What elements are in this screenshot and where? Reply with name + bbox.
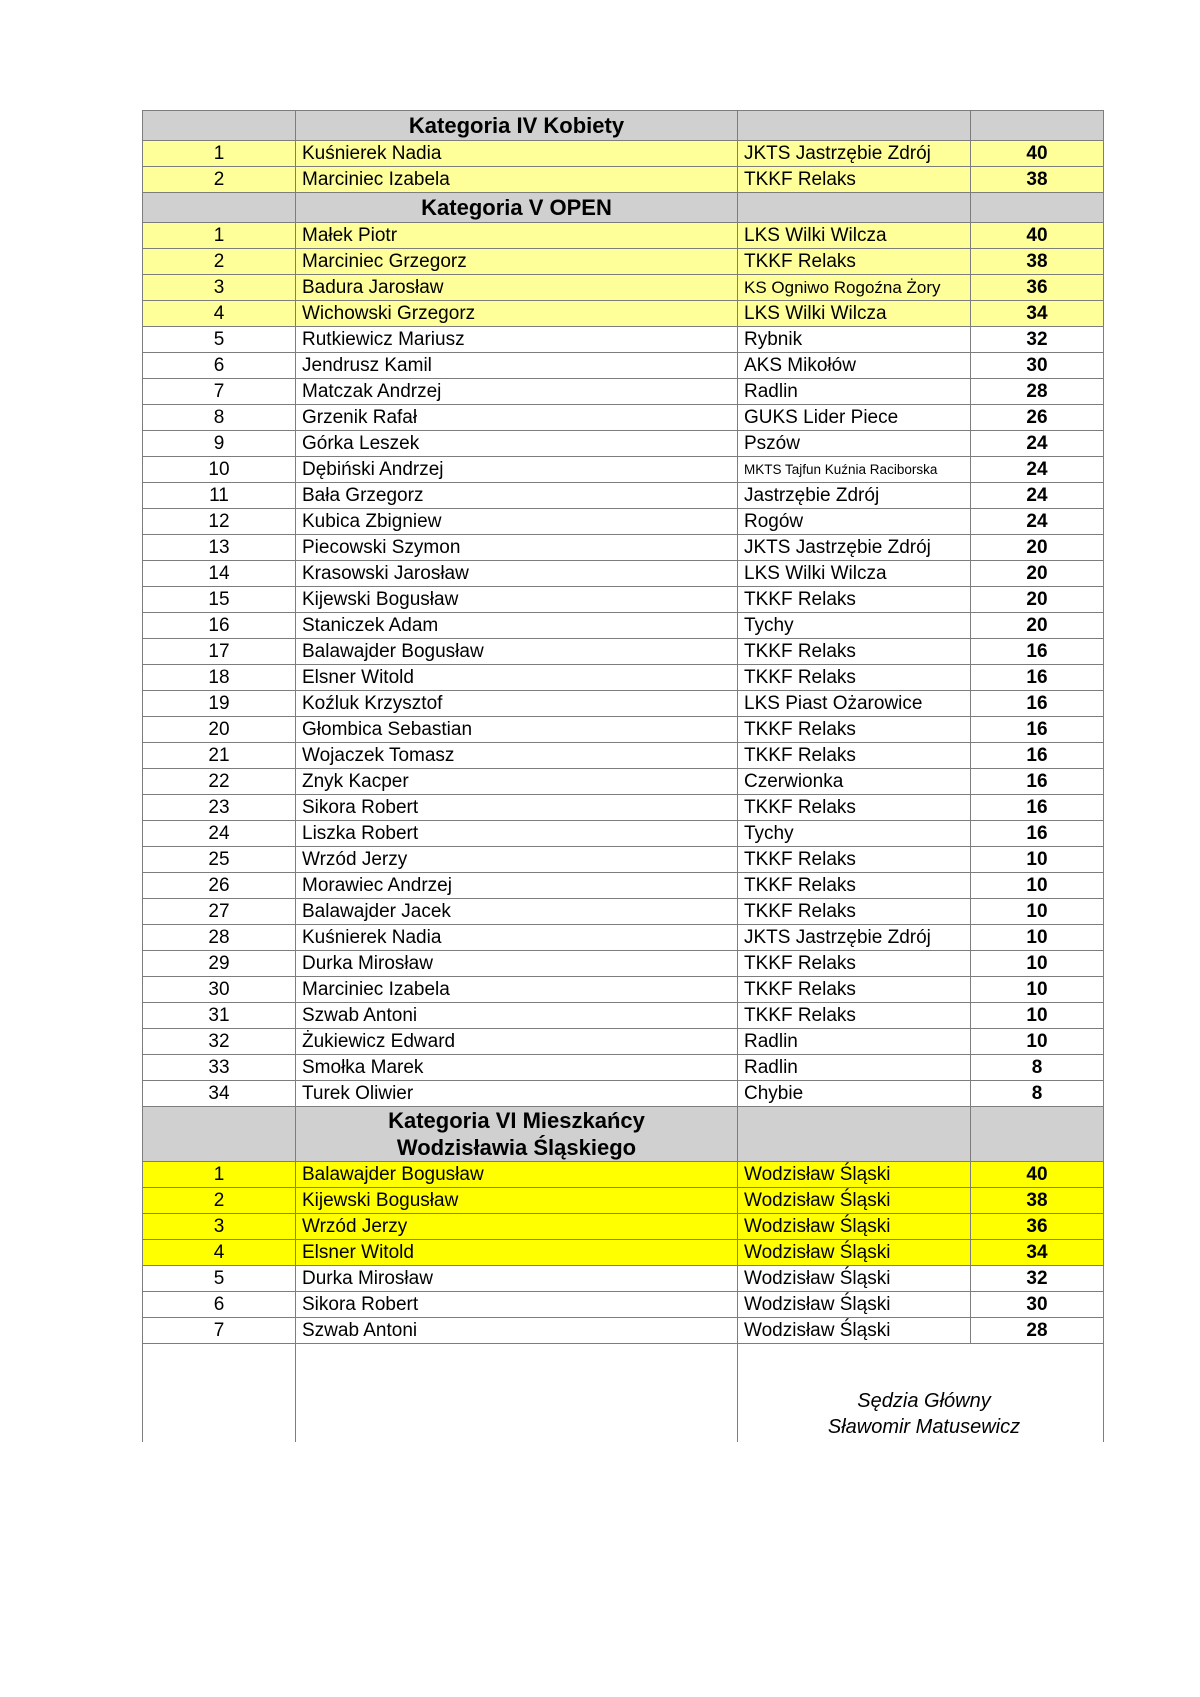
table-row	[143, 1055, 1104, 1081]
table-row	[143, 535, 1104, 561]
place-cell: 3	[143, 1214, 296, 1240]
name-cell: Małek Piotr	[296, 223, 738, 249]
table-row	[143, 275, 1104, 301]
club-cell: GUKS Lider Piece	[738, 405, 971, 431]
place-cell: 10	[143, 457, 296, 483]
name-cell: Durka Mirosław	[296, 1266, 738, 1292]
points-cell: 36	[971, 275, 1104, 301]
points-cell: 26	[971, 405, 1104, 431]
category-header	[143, 193, 1104, 223]
name-cell: Sikora Robert	[296, 795, 738, 821]
club-cell: TKKF Relaks	[738, 977, 971, 1003]
place-cell: 1	[143, 1162, 296, 1188]
header-blank-cell	[971, 1107, 1104, 1162]
category-title	[296, 111, 738, 141]
points-cell: 16	[971, 639, 1104, 665]
header-blank-cell	[971, 193, 1104, 223]
points-cell: 10	[971, 873, 1104, 899]
club-cell: Wodzisław Śląski	[738, 1240, 971, 1266]
place-cell: 20	[143, 717, 296, 743]
signature-block	[143, 1344, 1104, 1443]
place-cell: 7	[143, 1318, 296, 1344]
name-cell: Rutkiewicz Mariusz	[296, 327, 738, 353]
club-cell: TKKF Relaks	[738, 951, 971, 977]
name-cell: Liszka Robert	[296, 821, 738, 847]
category-title-line: Kategoria V OPEN	[421, 194, 612, 220]
table-row	[143, 301, 1104, 327]
club-cell: LKS Wilki Wilcza	[738, 561, 971, 587]
signature-role: Sędzia Główny	[857, 1390, 991, 1412]
points-cell: 16	[971, 795, 1104, 821]
place-cell: 4	[143, 1240, 296, 1266]
points-cell: 20	[971, 535, 1104, 561]
table-row	[143, 1188, 1104, 1214]
category-header	[143, 111, 1104, 141]
club-cell: TKKF Relaks	[738, 167, 971, 193]
name-cell: Sikora Robert	[296, 1292, 738, 1318]
place-cell: 6	[143, 1292, 296, 1318]
place-cell: 9	[143, 431, 296, 457]
table-row	[143, 457, 1104, 483]
table-row	[143, 327, 1104, 353]
name-cell: Znyk Kacper	[296, 769, 738, 795]
table-row	[143, 167, 1104, 193]
points-cell: 10	[971, 977, 1104, 1003]
place-cell: 30	[143, 977, 296, 1003]
category-title-line: Kategoria IV Kobiety	[408, 112, 625, 138]
table-row	[143, 691, 1104, 717]
points-cell: 30	[971, 353, 1104, 379]
name-cell: Marciniec Izabela	[296, 167, 738, 193]
blank-cell	[143, 1344, 296, 1443]
category-title-line: Wodzisławia Śląskiego	[396, 1135, 637, 1160]
table-row	[143, 223, 1104, 249]
place-cell: 26	[143, 873, 296, 899]
club-cell: Tychy	[738, 613, 971, 639]
club-cell: LKS Piast Ożarowice	[738, 691, 971, 717]
table-row	[143, 1162, 1104, 1188]
header-blank-cell	[971, 111, 1104, 141]
table-row	[143, 847, 1104, 873]
points-cell: 38	[971, 249, 1104, 275]
points-cell: 24	[971, 509, 1104, 535]
name-cell: Wrzód Jerzy	[296, 847, 738, 873]
place-cell: 7	[143, 379, 296, 405]
name-cell: Grzenik Rafał	[296, 405, 738, 431]
club-cell: Wodzisław Śląski	[738, 1266, 971, 1292]
table-row	[143, 613, 1104, 639]
place-cell: 25	[143, 847, 296, 873]
club-cell: Jastrzębie Zdrój	[738, 483, 971, 509]
name-cell: Balawajder Jacek	[296, 899, 738, 925]
points-cell: 34	[971, 1240, 1104, 1266]
points-cell: 36	[971, 1214, 1104, 1240]
signature-cell	[738, 1344, 1104, 1443]
name-cell: Balawajder Bogusław	[296, 639, 738, 665]
table-row	[143, 795, 1104, 821]
club-cell: Wodzisław Śląski	[738, 1292, 971, 1318]
name-cell: Kuśnierek Nadia	[296, 925, 738, 951]
place-cell: 32	[143, 1029, 296, 1055]
signature-name: Sławomir Matusewicz	[827, 1416, 1021, 1438]
table-row	[143, 951, 1104, 977]
place-cell: 5	[143, 327, 296, 353]
points-cell: 16	[971, 717, 1104, 743]
club-cell: MKTS Tajfun Kuźnia Raciborska	[738, 457, 971, 483]
points-cell: 32	[971, 1266, 1104, 1292]
place-cell: 19	[143, 691, 296, 717]
points-cell: 40	[971, 1162, 1104, 1188]
place-cell: 11	[143, 483, 296, 509]
name-cell: Wrzód Jerzy	[296, 1214, 738, 1240]
club-cell: Wodzisław Śląski	[738, 1162, 971, 1188]
place-cell: 14	[143, 561, 296, 587]
table-row	[143, 379, 1104, 405]
club-cell: TKKF Relaks	[738, 743, 971, 769]
club-cell: Wodzisław Śląski	[738, 1318, 971, 1344]
points-cell: 10	[971, 925, 1104, 951]
table-row	[143, 1292, 1104, 1318]
club-cell: Radlin	[738, 1055, 971, 1081]
name-cell: Piecowski Szymon	[296, 535, 738, 561]
points-cell: 16	[971, 691, 1104, 717]
results-table-body	[143, 111, 1104, 1344]
table-row	[143, 977, 1104, 1003]
place-cell: 16	[143, 613, 296, 639]
points-cell: 20	[971, 561, 1104, 587]
points-cell: 28	[971, 1318, 1104, 1344]
club-cell: TKKF Relaks	[738, 899, 971, 925]
place-cell: 23	[143, 795, 296, 821]
name-cell: Dębiński Andrzej	[296, 457, 738, 483]
points-cell: 8	[971, 1081, 1104, 1107]
header-blank-cell	[143, 193, 296, 223]
club-cell: TKKF Relaks	[738, 795, 971, 821]
table-row	[143, 1266, 1104, 1292]
name-cell: Marciniec Izabela	[296, 977, 738, 1003]
place-cell: 27	[143, 899, 296, 925]
club-cell: TKKF Relaks	[738, 847, 971, 873]
club-cell: LKS Wilki Wilcza	[738, 301, 971, 327]
place-cell: 34	[143, 1081, 296, 1107]
place-cell: 2	[143, 167, 296, 193]
table-row	[143, 405, 1104, 431]
table-row	[143, 561, 1104, 587]
points-cell: 16	[971, 769, 1104, 795]
place-cell: 8	[143, 405, 296, 431]
name-cell: Żukiewicz Edward	[296, 1029, 738, 1055]
place-cell: 21	[143, 743, 296, 769]
name-cell: Szwab Antoni	[296, 1003, 738, 1029]
results-table	[142, 110, 1104, 1442]
points-cell: 24	[971, 457, 1104, 483]
place-cell: 4	[143, 301, 296, 327]
club-cell: Rybnik	[738, 327, 971, 353]
table-row	[143, 665, 1104, 691]
place-cell: 33	[143, 1055, 296, 1081]
name-cell: Kijewski Bogusław	[296, 587, 738, 613]
club-cell: Rogów	[738, 509, 971, 535]
points-cell: 24	[971, 431, 1104, 457]
place-cell: 1	[143, 223, 296, 249]
name-cell: Szwab Antoni	[296, 1318, 738, 1344]
club-cell: JKTS Jastrzębie Zdrój	[738, 535, 971, 561]
club-cell: Wodzisław Śląski	[738, 1188, 971, 1214]
club-cell: LKS Wilki Wilcza	[738, 223, 971, 249]
name-cell: Kuśnierek Nadia	[296, 141, 738, 167]
table-row	[143, 1214, 1104, 1240]
table-row	[143, 925, 1104, 951]
points-cell: 10	[971, 1029, 1104, 1055]
club-cell: Czerwionka	[738, 769, 971, 795]
name-cell: Wichowski Grzegorz	[296, 301, 738, 327]
place-cell: 2	[143, 1188, 296, 1214]
points-cell: 34	[971, 301, 1104, 327]
table-row	[143, 821, 1104, 847]
table-row	[143, 431, 1104, 457]
name-cell: Wojaczek Tomasz	[296, 743, 738, 769]
points-cell: 10	[971, 847, 1104, 873]
club-cell: TKKF Relaks	[738, 717, 971, 743]
name-cell: Turek Oliwier	[296, 1081, 738, 1107]
header-blank-cell	[143, 1107, 296, 1162]
table-row	[143, 743, 1104, 769]
club-cell: Wodzisław Śląski	[738, 1214, 971, 1240]
table-row	[143, 1240, 1104, 1266]
category-title	[296, 1107, 738, 1162]
table-row	[143, 873, 1104, 899]
place-cell: 13	[143, 535, 296, 561]
category-title	[296, 193, 738, 223]
points-cell: 16	[971, 743, 1104, 769]
table-row	[143, 353, 1104, 379]
name-cell: Koźluk Krzysztof	[296, 691, 738, 717]
name-cell: Matczak Andrzej	[296, 379, 738, 405]
place-cell: 6	[143, 353, 296, 379]
points-cell: 32	[971, 327, 1104, 353]
points-cell: 38	[971, 167, 1104, 193]
club-cell: Pszów	[738, 431, 971, 457]
place-cell: 12	[143, 509, 296, 535]
name-cell: Morawiec Andrzej	[296, 873, 738, 899]
table-row	[143, 587, 1104, 613]
club-cell: TKKF Relaks	[738, 587, 971, 613]
name-cell: Jendrusz Kamil	[296, 353, 738, 379]
points-cell: 16	[971, 665, 1104, 691]
table-row	[143, 1318, 1104, 1344]
club-cell: TKKF Relaks	[738, 639, 971, 665]
header-blank-cell	[738, 111, 971, 141]
table-row	[143, 1003, 1104, 1029]
name-cell: Bała Grzegorz	[296, 483, 738, 509]
blank-cell	[296, 1344, 738, 1443]
points-cell: 20	[971, 613, 1104, 639]
club-cell: TKKF Relaks	[738, 873, 971, 899]
category-header	[143, 1107, 1104, 1162]
place-cell: 31	[143, 1003, 296, 1029]
table-row	[143, 769, 1104, 795]
name-cell: Marciniec Grzegorz	[296, 249, 738, 275]
points-cell: 24	[971, 483, 1104, 509]
name-cell: Kijewski Bogusław	[296, 1188, 738, 1214]
table-row	[143, 249, 1104, 275]
place-cell: 2	[143, 249, 296, 275]
name-cell: Głombica Sebastian	[296, 717, 738, 743]
points-cell: 28	[971, 379, 1104, 405]
name-cell: Krasowski Jarosław	[296, 561, 738, 587]
points-cell: 40	[971, 141, 1104, 167]
name-cell: Kubica Zbigniew	[296, 509, 738, 535]
name-cell: Elsner Witold	[296, 1240, 738, 1266]
place-cell: 22	[143, 769, 296, 795]
table-row	[143, 483, 1104, 509]
points-cell: 16	[971, 821, 1104, 847]
club-cell: AKS Mikołów	[738, 353, 971, 379]
table-row	[143, 899, 1104, 925]
place-cell: 18	[143, 665, 296, 691]
club-cell: KS Ogniwo Rogoźna Żory	[738, 275, 971, 301]
header-blank-cell	[738, 1107, 971, 1162]
points-cell: 40	[971, 223, 1104, 249]
table-row	[143, 141, 1104, 167]
place-cell: 24	[143, 821, 296, 847]
club-cell: Radlin	[738, 1029, 971, 1055]
points-cell: 20	[971, 587, 1104, 613]
place-cell: 17	[143, 639, 296, 665]
points-cell: 10	[971, 899, 1104, 925]
name-cell: Górka Leszek	[296, 431, 738, 457]
name-cell: Staniczek Adam	[296, 613, 738, 639]
place-cell: 28	[143, 925, 296, 951]
place-cell: 1	[143, 141, 296, 167]
club-cell: Radlin	[738, 379, 971, 405]
club-cell: TKKF Relaks	[738, 665, 971, 691]
club-cell: Chybie	[738, 1081, 971, 1107]
table-row	[143, 1029, 1104, 1055]
points-cell: 10	[971, 951, 1104, 977]
name-cell: Badura Jarosław	[296, 275, 738, 301]
name-cell: Durka Mirosław	[296, 951, 738, 977]
table-row	[143, 1081, 1104, 1107]
points-cell: 8	[971, 1055, 1104, 1081]
name-cell: Elsner Witold	[296, 665, 738, 691]
table-row	[143, 717, 1104, 743]
table-row	[143, 639, 1104, 665]
signature-row	[143, 1344, 1104, 1443]
points-cell: 30	[971, 1292, 1104, 1318]
header-blank-cell	[738, 193, 971, 223]
place-cell: 5	[143, 1266, 296, 1292]
club-cell: JKTS Jastrzębie Zdrój	[738, 925, 971, 951]
points-cell: 10	[971, 1003, 1104, 1029]
points-cell: 38	[971, 1188, 1104, 1214]
place-cell: 29	[143, 951, 296, 977]
club-cell: TKKF Relaks	[738, 249, 971, 275]
header-blank-cell	[143, 111, 296, 141]
table-row	[143, 509, 1104, 535]
results-sheet	[142, 110, 1103, 1442]
place-cell: 15	[143, 587, 296, 613]
club-cell: Tychy	[738, 821, 971, 847]
name-cell: Balawajder Bogusław	[296, 1162, 738, 1188]
name-cell: Smołka Marek	[296, 1055, 738, 1081]
club-cell: TKKF Relaks	[738, 1003, 971, 1029]
club-cell: JKTS Jastrzębie Zdrój	[738, 141, 971, 167]
category-title-line: Kategoria VI Mieszkańcy	[388, 1108, 645, 1133]
place-cell: 3	[143, 275, 296, 301]
